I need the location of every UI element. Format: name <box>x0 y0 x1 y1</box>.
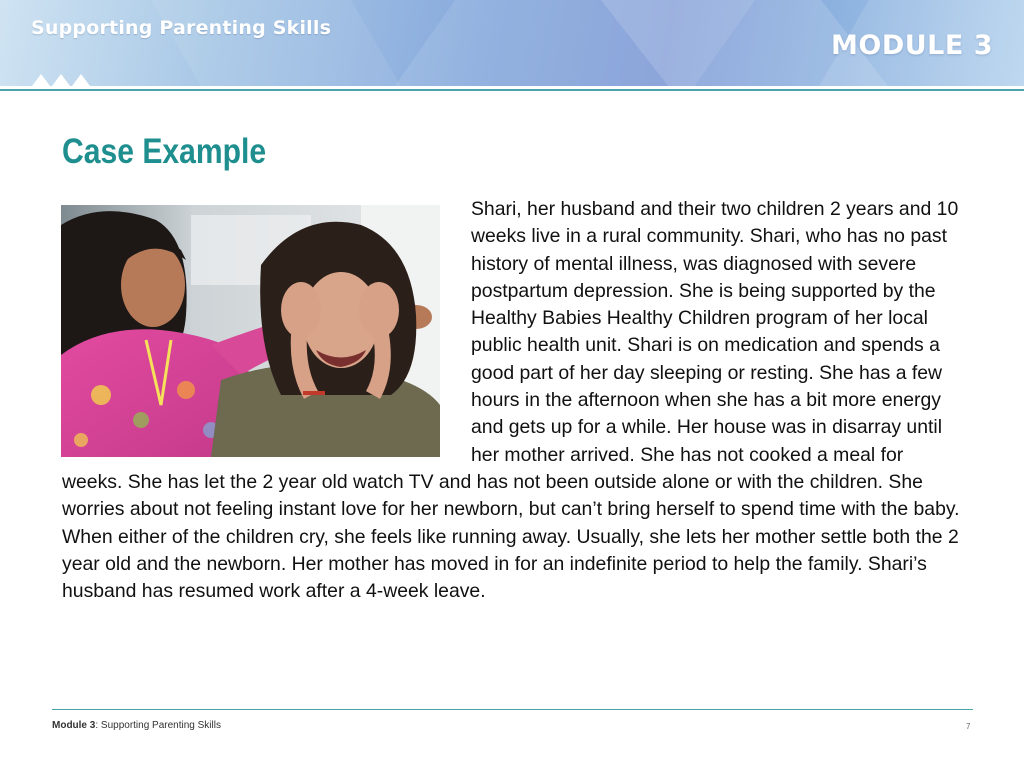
footer-module <box>52 720 221 731</box>
footer-module-number: Module 3 <box>52 720 96 731</box>
banner-facet <box>128 0 432 86</box>
header-banner <box>0 0 1024 86</box>
slide-title: Case Example <box>62 132 267 171</box>
chevron-arrows-icon <box>32 67 92 86</box>
footer-divider <box>52 709 973 710</box>
photo-wrap-spacer <box>62 196 471 460</box>
case-description <box>62 196 964 605</box>
page-number: 7 <box>966 722 971 731</box>
footer-module-title: : Supporting Parenting Skills <box>95 720 221 731</box>
module-label: MODULE 3 <box>831 30 993 61</box>
course-title: Supporting Parenting Skills <box>31 17 332 39</box>
case-paragraph: Shari, her husband and their two children 2 years and 10 weeks live in a rural community. Shari, who has no past history of mental illness, was diagnosed with severe postpartum depression. She is being supported by the Healthy Babies Healthy Children program of her local public health unit. Shari is on medication and spends a good part of her day sleeping or resting. She has a few hours in the afternoon when she has a bit more energy and gets up for a while. Her house was in disarray until her mother arrived. She has not cooked a meal for weeks. She has let the 2 year old watch TV and has not been outside alone or with the children. She worries about not feeling instant love for her newborn, but can’t bring herself to spend time with the baby. When either of the children cry, she feels like running away. Usually, she lets her mother settle both the 2 year old and the newborn. Her mother has moved in for an indefinite period to help the family. Shari’s husband has resumed work after a 4-week leave. <box>62 198 960 603</box>
header-divider <box>0 86 1024 91</box>
